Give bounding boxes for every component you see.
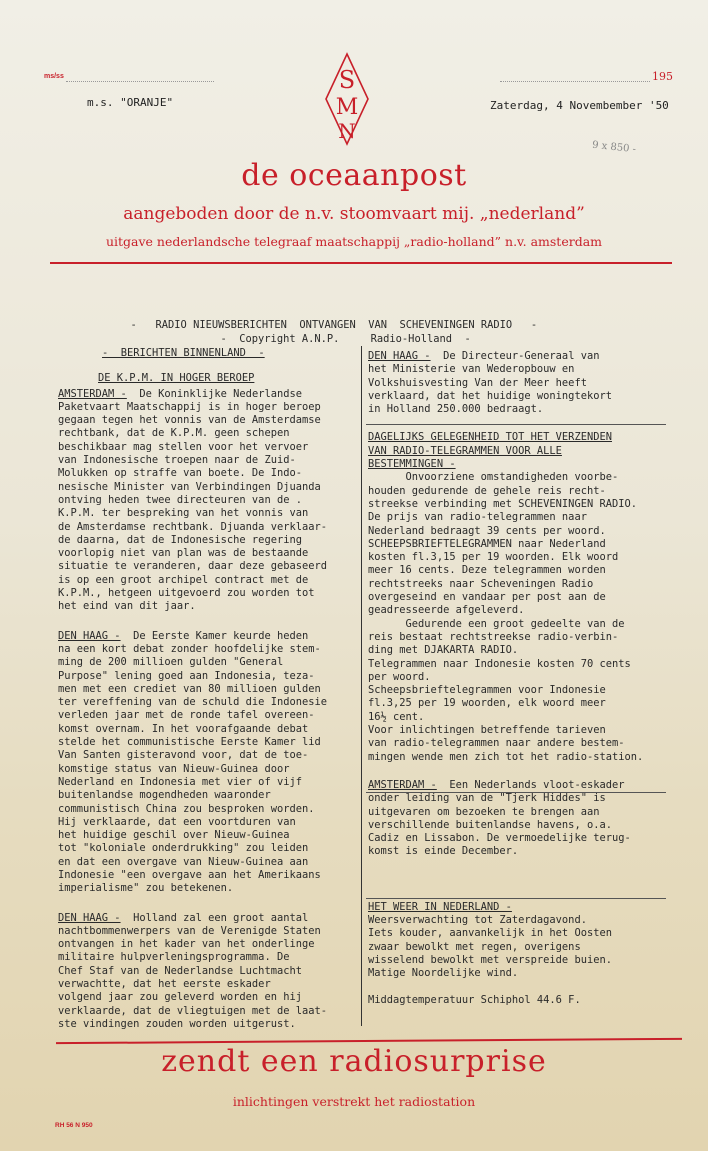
text-line: het eind van dit jaar. [58, 600, 196, 613]
right-block [368, 914, 678, 1007]
text-line: nesische Minister van Verbindingen Djuanda [58, 480, 321, 493]
text-line: DEN HAAG - De Eerste Kamer keurde heden [58, 629, 309, 642]
masthead-title: de oceaanpost [241, 158, 467, 193]
bulletin-copyright [208, 320, 471, 347]
text-line: mingen wende men zich tot het radio-station. [368, 750, 644, 763]
svg-text:S: S [338, 66, 356, 94]
text-line: Molukken op straffe van boete. De Indo- [58, 467, 302, 480]
text-line: Cadiz en Lissabon. De vermoedelijke terug- [368, 832, 631, 845]
right-block [368, 350, 678, 416]
text-line: rechtstreeks naar Scheveningen Radio [368, 577, 594, 590]
text-line: militaire hulpverleningsprogramma. De [58, 951, 290, 964]
text-line: overgeseind en vandaar per post aan de [368, 591, 606, 604]
text-line: streekse verbinding met SCHEVENINGEN RADIO. [368, 497, 637, 510]
text-line: komst overnam. In het voorafgaande debat [58, 722, 309, 735]
left-block [58, 912, 358, 1032]
text-line: Gedurende een groot gedeelte van de [368, 617, 625, 630]
text-line: buitenlandse mogendheden waaronder [58, 789, 271, 802]
text-line: ter vereffening van de schuld die Indonesie [58, 696, 327, 709]
year-label: 195 [652, 70, 673, 83]
text-line: reis bestaat rechtstreekse radio-verbin- [368, 630, 619, 643]
section-heading: - BERICHTEN BINNENLAND - [102, 347, 265, 359]
text-line: houden gedurende de gehele reis recht- [368, 484, 606, 497]
text-line: komst is einde December. [368, 845, 519, 858]
right-separator-3 [366, 898, 666, 899]
text-line: volgend jaar zou geleverd worden en hij [58, 991, 302, 1004]
section-heading: VAN RADIO-TELEGRAMMEN VOOR ALLE [368, 444, 562, 457]
text-line: Hij verklaarde, dat een voortduren van [58, 815, 296, 828]
text-line: K.P.M. ter bespreking van het vonnis van [58, 507, 309, 520]
text-line: ding met DJAKARTA RADIO. [368, 644, 519, 657]
text-line: situatie te veranderen, daar deze gebaseerd [58, 560, 327, 573]
text-line: Matige Noordelijke wind. [368, 967, 519, 980]
right-separator-1 [366, 424, 666, 425]
right-column [368, 350, 678, 1007]
handwritten-note: 9 x 850 - [591, 139, 637, 156]
text-line: kosten fl.3,15 per 19 woorden. Elk woord [368, 551, 619, 564]
masthead-rule [50, 262, 672, 264]
text-line: uitgevaren om bezoeken te brengen aan [368, 805, 600, 818]
svg-text:N: N [338, 119, 356, 143]
text-line: komstige status van Nieuw-Guinea door [58, 762, 290, 775]
footer-title: zendt een radiosurprise [161, 1044, 547, 1079]
text-line: Scheepsbrieftelegrammen voor Indonesie [368, 684, 606, 697]
text-line: Indonesie "een overgave aan het Amerikaans [58, 868, 321, 881]
text-line: fl.3,25 per 19 woorden, elk woord meer [368, 697, 606, 710]
text-line: het Ministerie van Wederopbouw en [368, 363, 575, 376]
text-line: verklaard, dat het huidige woningtekort [368, 389, 612, 402]
text-line: nachtbommenwerpers van de Verenigde Staten [58, 924, 321, 937]
text-line: voorlopig niet van plan was de bestaande [58, 547, 309, 560]
year-dotted-line [500, 81, 650, 82]
text-line: 16½ cent. [368, 710, 425, 723]
column-divider [361, 346, 362, 1026]
text-line: verschillende buitenlandse havens, o.a. [368, 818, 612, 831]
text-line: Volkshuisvesting Van der Meer heeft [368, 376, 587, 389]
smn-logo-icon [324, 52, 370, 146]
bulletin-heading-line1: - RADIO NIEUWSBERICHTEN ONTVANGEN VAN SCHEVENINGEN RADIO - [130, 319, 538, 332]
text-line: meer 16 cents. Deze telegrammen worden [368, 564, 606, 577]
text-line [368, 980, 678, 993]
text-line: Onvoorziene omstandigheden voorbe- [368, 471, 619, 484]
right-separator-2 [366, 792, 666, 793]
text-line: wisselend bewolkt met verspreide buien. [368, 953, 612, 966]
text-line: communistisch China zou besproken worden. [58, 802, 315, 815]
left-block [58, 388, 358, 614]
text-line: ontvangen in het kader van het onderlinge [58, 938, 315, 951]
text-line: DEN HAAG - Holland zal een groot aantal [58, 911, 309, 924]
footer-rule [56, 1038, 682, 1044]
text-line: Chef Staf van de Nederlandse Luchtmacht [58, 964, 302, 977]
text-line: gegaan tegen het vonnis van de Amsterdamse [58, 414, 321, 427]
text-line: per woord. [368, 670, 431, 683]
text-line: Weersverwachting tot Zaterdagavond. [368, 913, 587, 926]
left-block [58, 372, 358, 385]
section-heading: HET WEER IN NEDERLAND - [368, 900, 512, 913]
text-line: Voor inlichtingen betreffende tarieven [368, 724, 606, 737]
text-line: ming de 200 millioen gulden "General [58, 656, 284, 669]
text-line: AMSTERDAM - Een Nederlands vloot-eskader [368, 778, 625, 791]
right-block [368, 431, 678, 471]
right-block [368, 901, 678, 914]
text-line: van radio-telegrammen naar andere bestem- [368, 737, 625, 750]
text-line: ontving heden twee directeuren van de . [58, 493, 302, 506]
text-line: de daarna, dat de Indonesische regering [58, 533, 302, 546]
left-block [58, 347, 358, 360]
footer-subtitle: inlichtingen verstrekt het radiostation [232, 1094, 476, 1109]
text-line: Van Santen gisteravond voor, dat de toe- [58, 749, 309, 762]
form-code: RH 56 N 950 [55, 1122, 93, 1129]
text-line: Nederland en Indonesia met vier of vijf [58, 775, 302, 788]
text-line: Telegrammen naar Indonesie kosten 70 cents [368, 657, 631, 670]
text-line: ste vindingen zouden worden uitgerust. [58, 1017, 296, 1030]
left-block [58, 630, 358, 896]
text-line: men met een crediet van 80 millioen gulden [58, 682, 321, 695]
text-line: Middagtemperatuur Schiphol 44.6 F. [368, 993, 581, 1006]
text-line: K.P.M., hetgeen uitgevoerd zou worden tot [58, 587, 315, 600]
masthead-publisher: uitgave nederlandsche telegraaf maatschappij „radio-holland” n.v. amsterdam [105, 234, 603, 249]
text-line: van Indonesische troepen naar de Zuid- [58, 454, 296, 467]
text-line: beschikbaar mag stellen voor het vervoer [58, 440, 309, 453]
text-line: SCHEEPSBRIEFTELEGRAMMEN naar Nederland [368, 537, 606, 550]
text-line: is op een groot archipel contract met de [58, 573, 309, 586]
text-line: verklaarde, dat de vliegtuigen met de laat- [58, 1004, 327, 1017]
text-line: na een kort debat zonder hoofdelijke stem- [58, 642, 321, 655]
right-block [368, 779, 678, 859]
issue-date: Zaterdag, 4 Novembember '50 [490, 99, 669, 112]
masthead-subtitle: aangeboden door de n.v. stoomvaart mij. „nederland” [123, 204, 585, 224]
text-line: zwaar bewolkt met regen, overigens [368, 940, 581, 953]
section-heading: BESTEMMINGEN - [368, 458, 456, 471]
text-line: verleden jaar met de ronde tafel overeen- [58, 709, 315, 722]
right-block [368, 471, 678, 764]
text-line: Paketvaart Maatschappij is in hoger beroep [58, 400, 321, 413]
text-line: Purpose" lening goed aan Indonesia, teza- [58, 669, 315, 682]
text-line: in Holland 250.000 bedraagt. [368, 403, 544, 416]
bulletin-heading-line2: - Copyright A.N.P. Radio-Holland - [220, 333, 471, 346]
text-line: DEN HAAG - De Directeur-Generaal van [368, 350, 600, 362]
text-line: Iets kouder, aanvankelijk in het Oosten [368, 927, 612, 940]
text-line: rechtbank, dat de K.P.M. geen schepen [58, 427, 290, 440]
left-column [58, 347, 358, 1031]
ship-name: m.s. "ORANJE" [87, 96, 174, 109]
text-line: en dat een overgave van Nieuw-Guinea aan [58, 855, 309, 868]
section-heading: DE K.P.M. IN HOGER BEROEP [98, 372, 255, 385]
text-line: De prijs van radio-telegrammen naar [368, 511, 587, 524]
text-line: geadresseerde afgeleverd. [368, 604, 525, 617]
text-line: AMSTERDAM - De Koninklijke Nederlandse [58, 387, 302, 400]
text-line: het huidige geschil over Nieuw-Guinea [58, 829, 290, 842]
text-line: imperialisme" zou betekenen. [58, 882, 234, 895]
text-line: verwachtte, dat het eerste eskader [58, 978, 271, 991]
text-line: onder leiding van de "Tjerk Hiddes" is [368, 792, 606, 805]
ms-label: ms/ss [44, 73, 64, 80]
text-line: de Amsterdamse rechtbank. Djuanda verklaar- [58, 520, 327, 533]
text-line: Nederland bedraagt 39 cents per woord. [368, 524, 606, 537]
section-heading: DAGELIJKS GELEGENHEID TOT HET VERZENDEN [368, 431, 612, 444]
ms-dotted-line [66, 81, 214, 82]
svg-text:M: M [335, 95, 359, 120]
text-line: tot "koloniale onderdrukking" zou leiden [58, 842, 309, 855]
text-line: stelde het communistische Eerste Kamer lid [58, 736, 321, 749]
